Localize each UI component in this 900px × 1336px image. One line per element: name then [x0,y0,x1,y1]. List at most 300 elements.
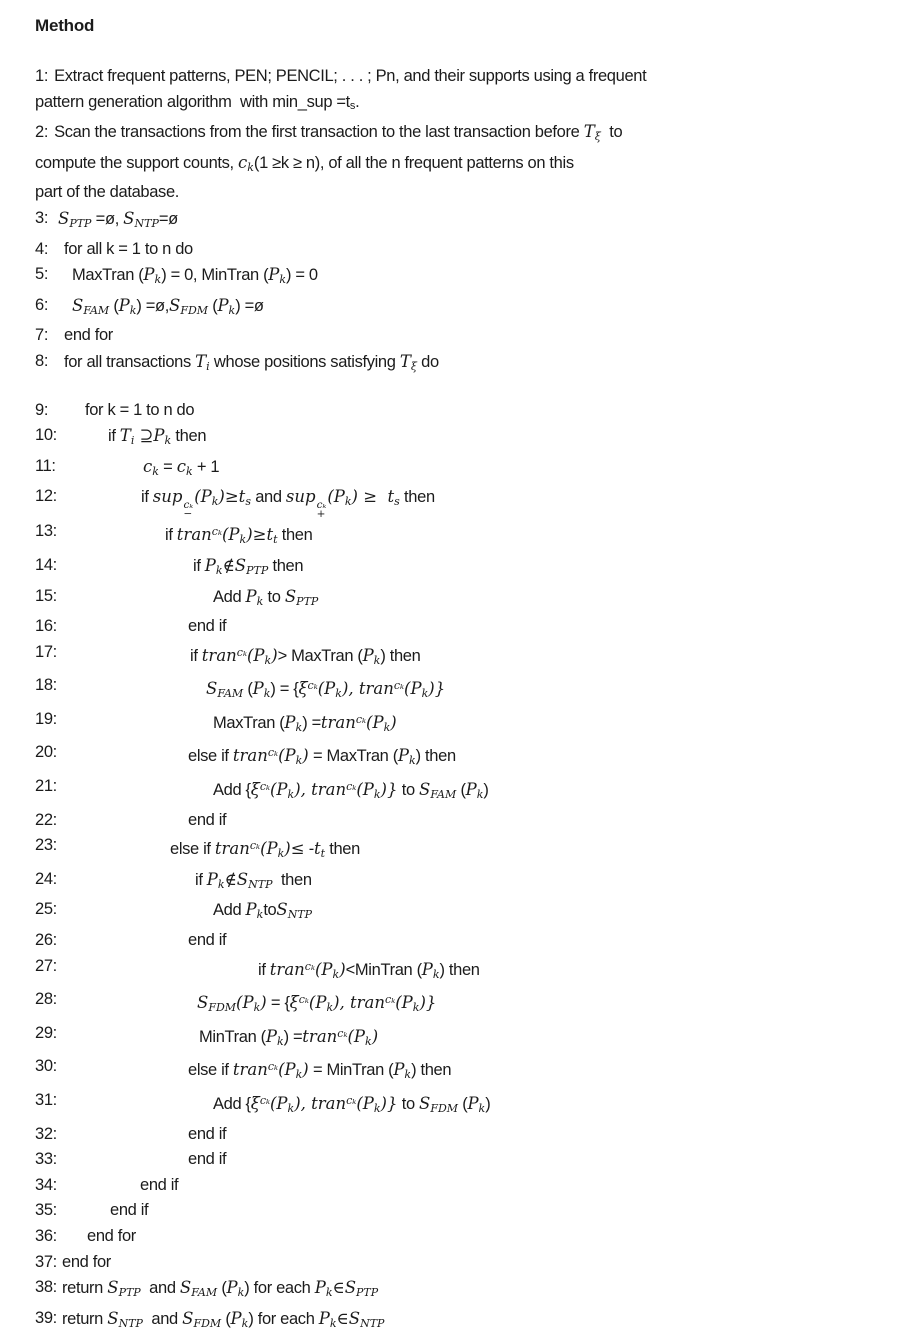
math-run: S [419,780,431,800]
math-subscript: k [215,563,223,577]
math-subscript: k [287,788,295,802]
math-subscript: k [217,877,225,891]
text-run: else if [188,747,233,766]
math-run: c [176,456,186,476]
line-number: 18: [35,676,57,695]
algorithm-line [35,867,882,898]
line-number: 10: [35,426,57,445]
algorithm-lines [35,64,882,1336]
math-run: ) [339,959,346,979]
math-run: S [72,295,84,315]
math-subscript: FDM [208,1001,237,1015]
math-subscript: k [373,1102,381,1115]
line-number: 29: [35,1023,57,1042]
math-run: )} [428,679,446,699]
text-run: ) = { [270,680,299,699]
math-subscript: k [332,967,340,981]
math-run: T [399,351,411,371]
math-subscript: k [129,303,137,317]
math-subscript: k [253,1001,261,1015]
math-run: ) [371,1026,379,1046]
algorithm-line [35,833,882,867]
math-run: )} [419,993,437,1013]
math-run: tran [232,1060,268,1080]
text-run: ( [217,1279,227,1298]
algorithm-line [35,673,882,707]
math-run: ξ [289,993,299,1013]
math-run: P [314,1278,326,1298]
math-subscript: k [373,653,381,667]
math-run: ∉S [222,555,247,575]
text-run: MaxTran ( [213,713,285,732]
math-subscript: k [263,687,271,701]
math-run: (P [356,780,374,800]
algorithm-line [35,349,882,380]
text-run: pattern generation algorithm with min_sup = [35,92,346,111]
math-run: ∈S [332,1278,357,1298]
math-run: P [206,869,218,889]
math-subscript: k [373,788,381,802]
math-subscript: NTP [248,877,273,891]
algorithm-line [35,808,882,834]
algorithm-line [35,707,882,741]
math-subscript: k [325,1286,333,1300]
math-run: S [206,679,218,699]
text-run: if [141,488,153,507]
line-number: 19: [35,709,57,728]
line-number: 17: [35,642,57,661]
math-superscript: cₖ [337,1026,348,1040]
math-superscript: cₖ [259,1094,270,1107]
text-run: ) then [411,1061,452,1080]
text-run: for all k = 1 to n do [64,239,193,258]
math-run: (P [270,1094,288,1113]
text-run: ( [458,1095,468,1113]
math-subscript: PTP [246,563,269,577]
line-number: 4: [35,239,49,258]
line-number: 2: [35,123,49,142]
text-run: end if [110,1201,149,1220]
text-run: = [158,457,177,476]
math-subscript: k [256,594,264,608]
math-run: (P [327,487,345,507]
text-run: end for [62,1252,111,1271]
math-superscript: cₖ [385,993,396,1007]
math-subscript: k [478,1102,486,1115]
math-run: P [245,900,257,920]
text-run: end for [64,326,113,345]
text-run: then [171,427,207,446]
math-subscript: FDM [180,303,209,317]
math-run: P [318,1308,330,1328]
text-run: end for [87,1226,136,1245]
algorithm-line [35,640,882,674]
text-run: if [165,526,177,545]
algorithm-line [35,262,882,293]
line-number: 12: [35,487,57,506]
line-number: 20: [35,743,57,762]
text-run: = MinTran ( [308,1061,394,1080]
math-run: P [230,1308,242,1328]
math-run: P [268,265,280,285]
math-run: P [465,780,477,800]
math-run: ) [390,712,397,732]
line-number: 7: [35,326,49,345]
math-subscript: PTP [296,594,319,608]
text-run: = MaxTran ( [308,747,398,766]
line-number: 37: [35,1252,57,1271]
math-run: tran [302,1026,338,1046]
line-number: 8: [35,351,49,370]
algorithm-line [35,928,882,954]
math-run: S [179,1278,192,1298]
text-run: ) [485,1095,491,1113]
algorithm-line [35,1198,882,1224]
math-run: (P [236,993,254,1013]
math-run: tran [176,525,212,545]
text-run: to [397,1095,420,1113]
text-run: if [195,870,207,889]
text-run: ) for each [244,1279,315,1298]
math-subscript: k [295,754,303,768]
text-run: if [108,427,120,446]
math-subscript: FAM [191,1286,218,1300]
math-subscript: ξ [594,130,601,144]
text-run: ) = [302,713,321,732]
algorithm-line [35,987,882,1021]
math-run: (P [278,746,296,766]
math-subscript: PTP [69,216,92,230]
stack-superscript: cₖ [183,499,194,512]
math-run: S [419,1094,431,1113]
text-subscript: s [349,99,356,112]
text-run: > MaxTran ( [277,646,363,665]
math-run: sup [285,487,316,507]
math-run: (P [270,780,288,800]
math-subscript: k [164,434,172,448]
text-run: ) = [283,1027,303,1046]
text-run: MaxTran ( [72,266,144,285]
text-run: end if [188,931,227,950]
text-run: Extract frequent patterns, PEN; PENCIL; . . . ; Pn, and their supports using a frequent [54,67,647,85]
math-run: ξ [250,1094,260,1113]
line-number: 31: [35,1091,57,1109]
math-superscript: cₖ [346,1094,357,1107]
math-run: tran [320,712,356,732]
math-subscript: k [154,273,162,287]
math-run: P [265,1026,277,1046]
algorithm-line [35,897,882,928]
math-run: P [467,1094,479,1113]
math-subscript: k [412,1001,420,1015]
algorithm-line [35,1275,882,1306]
math-run: ξ [298,679,308,699]
algorithm-line [35,237,882,263]
stack-superscript: cₖ [316,499,327,512]
math-subscript: k [237,1286,245,1300]
algorithm-line [35,454,882,485]
line-number: 21: [35,777,57,796]
math-superscript: cₖ [298,993,309,1007]
math-superscript: cₖ [236,645,247,659]
math-subscript: PTP [118,1286,141,1300]
text-run: ) = 0 [286,266,318,285]
math-superscript: cₖ [304,959,315,973]
line-number: 27: [35,956,57,975]
math-run: ) ≥ t [351,487,395,507]
text-run: ( [109,296,119,315]
sub-sup-stack [317,501,327,519]
math-superscript: cₖ [211,525,222,539]
algorithm-line [35,484,882,519]
math-subscript: t [320,847,325,861]
math-run: S [182,1308,194,1328]
math-run: ξ [250,780,260,800]
text-run: to [600,123,623,142]
sub-sup-stack [183,501,193,519]
text-run: ) [483,781,489,800]
math-run: S [123,208,135,228]
text-run: if [190,646,202,665]
math-subscript: s [394,495,400,509]
text-run: . [355,92,360,111]
math-subscript: k [276,1034,284,1048]
math-subscript: NTP [287,908,313,922]
math-run: c [143,456,153,476]
text-run: then [268,556,304,575]
math-subscript: k [256,908,264,922]
algorithm-line [35,553,882,584]
math-subscript: k [247,160,254,174]
math-run: ) [271,645,278,665]
line-number: 23: [35,836,57,855]
algorithm-line [35,1122,882,1148]
text-run: compute the support counts, [35,153,238,172]
text-run: else if [170,840,215,859]
line-number: 6: [35,295,49,314]
math-run: tran [214,839,250,859]
math-subscript: k [239,533,247,547]
algorithm-line [35,1088,882,1122]
math-subscript: FAM [430,788,457,802]
math-run: S [276,900,288,920]
text-run: and [140,1279,180,1298]
algorithm-line [35,119,882,206]
math-subscript: NTP [134,216,159,230]
math-subscript: k [383,720,391,734]
algorithm-line [35,398,882,424]
math-subscript: k [476,788,484,802]
line-number: 11: [35,456,56,475]
math-run: (P [366,712,384,732]
math-run: P [118,295,130,315]
math-subscript: k [152,464,159,478]
math-run: )≥t [218,487,246,507]
math-subscript: k [185,464,193,478]
algorithm-line [35,206,882,237]
text-run: to [397,781,420,800]
algorithm-line [35,774,882,808]
line-number: 34: [35,1175,57,1194]
math-run: T [195,351,207,371]
line-number: 15: [35,586,57,605]
math-superscript: cₖ [355,712,367,726]
line-number: 39: [35,1308,57,1327]
algorithm-line [35,740,882,774]
math-subscript: k [432,967,440,981]
line-number: 36: [35,1226,57,1245]
math-subscript: k [241,1316,249,1330]
text-run: ) =ø, [136,296,170,315]
algorithm-line [35,1021,882,1055]
line-number: 13: [35,522,57,541]
text-run: if [193,556,205,575]
text-run: ) =ø [235,296,264,315]
math-subscript: k [326,1001,334,1015]
math-run: S [107,1278,119,1298]
math-run: )} [380,780,398,800]
text-run: return [62,1309,108,1328]
math-run: (P [221,525,240,545]
line-number: 33: [35,1150,57,1169]
math-run: P [252,679,264,699]
math-run: P [362,645,374,665]
math-run: T [119,426,131,446]
math-run: ∉S [224,869,249,889]
text-run: to [263,901,277,920]
text-run: Add { [213,781,251,800]
text-run: ) for each [248,1309,319,1328]
line-number: 32: [35,1124,57,1143]
text-run: and [142,1309,183,1328]
line-number: 35: [35,1201,57,1220]
math-run: sup [152,487,183,507]
math-run: tran [269,959,305,979]
math-subscript: i [130,434,135,448]
math-subscript: k [329,1316,337,1330]
math-run: (P [404,679,422,699]
algorithm-line [35,1250,882,1276]
text-run: then [325,840,360,859]
text-run: - [304,840,314,859]
text-run: for k = 1 to n do [85,400,195,419]
text-run: then [272,870,312,889]
algorithm-line [35,614,882,640]
line-number: 38: [35,1278,57,1297]
math-superscript: cₖ [249,839,261,853]
text-run: ) then [380,646,421,665]
text-run: ( [243,680,253,699]
text-run: end if [188,1124,227,1143]
text-run: to [263,587,285,606]
text-run: end if [188,617,227,636]
math-subscript: k [421,687,429,701]
math-run: (P [347,1026,366,1046]
algorithm-line [35,323,882,349]
math-subscript: k [228,303,236,317]
text-run: Add [213,587,246,606]
line-number: 26: [35,931,57,950]
math-run: ) [302,746,309,766]
text-run: Scan the transactions from the first transaction to the last transaction before [54,123,584,142]
math-run: ⊇P [134,426,165,446]
line-number: 25: [35,900,57,919]
math-run: )≥t [246,525,274,545]
math-run: (P [278,1060,296,1080]
text-run: =ø [158,209,178,228]
algorithm-line [35,584,882,615]
text-run: ) then [415,747,456,766]
text-run: do [416,352,439,371]
math-run: P [226,1278,238,1298]
text-run: ) = 0, MinTran ( [161,266,269,285]
math-superscript: cₖ [267,1060,279,1074]
math-run: S [284,586,297,606]
algorithm-line [35,1173,882,1199]
math-run: (P [356,1094,374,1113]
math-run: P [284,712,296,732]
algorithm-line [35,1224,882,1250]
algorithm-line [35,423,882,454]
math-run: P [204,555,216,575]
text-run: end if [188,1150,227,1169]
math-run: (P [314,959,333,979]
stack-subscript: − [183,508,193,521]
math-run: ), tran [341,679,394,699]
line-number: 1: [35,67,49,85]
math-superscript: cₖ [307,679,318,693]
text-run: ( [456,781,466,800]
math-run: ), tran [294,1094,347,1113]
math-subscript: k [277,847,285,861]
line-number: 5: [35,265,49,284]
math-run: (P [308,993,327,1013]
math-subscript: k [335,687,342,701]
math-run: (P [395,993,413,1013]
text-run: and [250,488,286,507]
line-number: 30: [35,1057,57,1076]
math-subscript: FAM [83,303,110,317]
math-subscript: FAM [217,687,244,701]
algorithm-line [35,1147,882,1173]
math-subscript: k [264,653,272,667]
text-run: ( [221,1309,231,1328]
line-number: 3: [35,208,49,227]
math-run: ) [260,993,267,1013]
math-run: )≤ [284,839,305,859]
math-subscript: k [344,495,352,509]
math-run: T [583,122,595,142]
math-run: S [197,993,209,1013]
math-superscript: cₖ [267,746,279,760]
algorithm-line [35,293,882,324]
math-subscript: s [245,495,251,509]
text-run: end if [188,810,227,829]
math-run: (P [260,839,278,859]
text-run: ( [208,296,218,315]
text-run: + 1 [192,457,220,476]
math-subscript: NTP [360,1316,385,1330]
text-run: (1 ≥k ≥ n), of all the n frequent patterns on this [253,153,574,172]
line-number: 22: [35,810,57,829]
math-superscript: cₖ [393,679,405,693]
text-run: part of the database. [35,183,180,202]
math-run: c [238,152,248,172]
text-run: end if [140,1175,179,1194]
math-run: P [393,1060,405,1080]
algorithm-line [35,1306,882,1336]
math-subscript: PTP [356,1286,379,1300]
